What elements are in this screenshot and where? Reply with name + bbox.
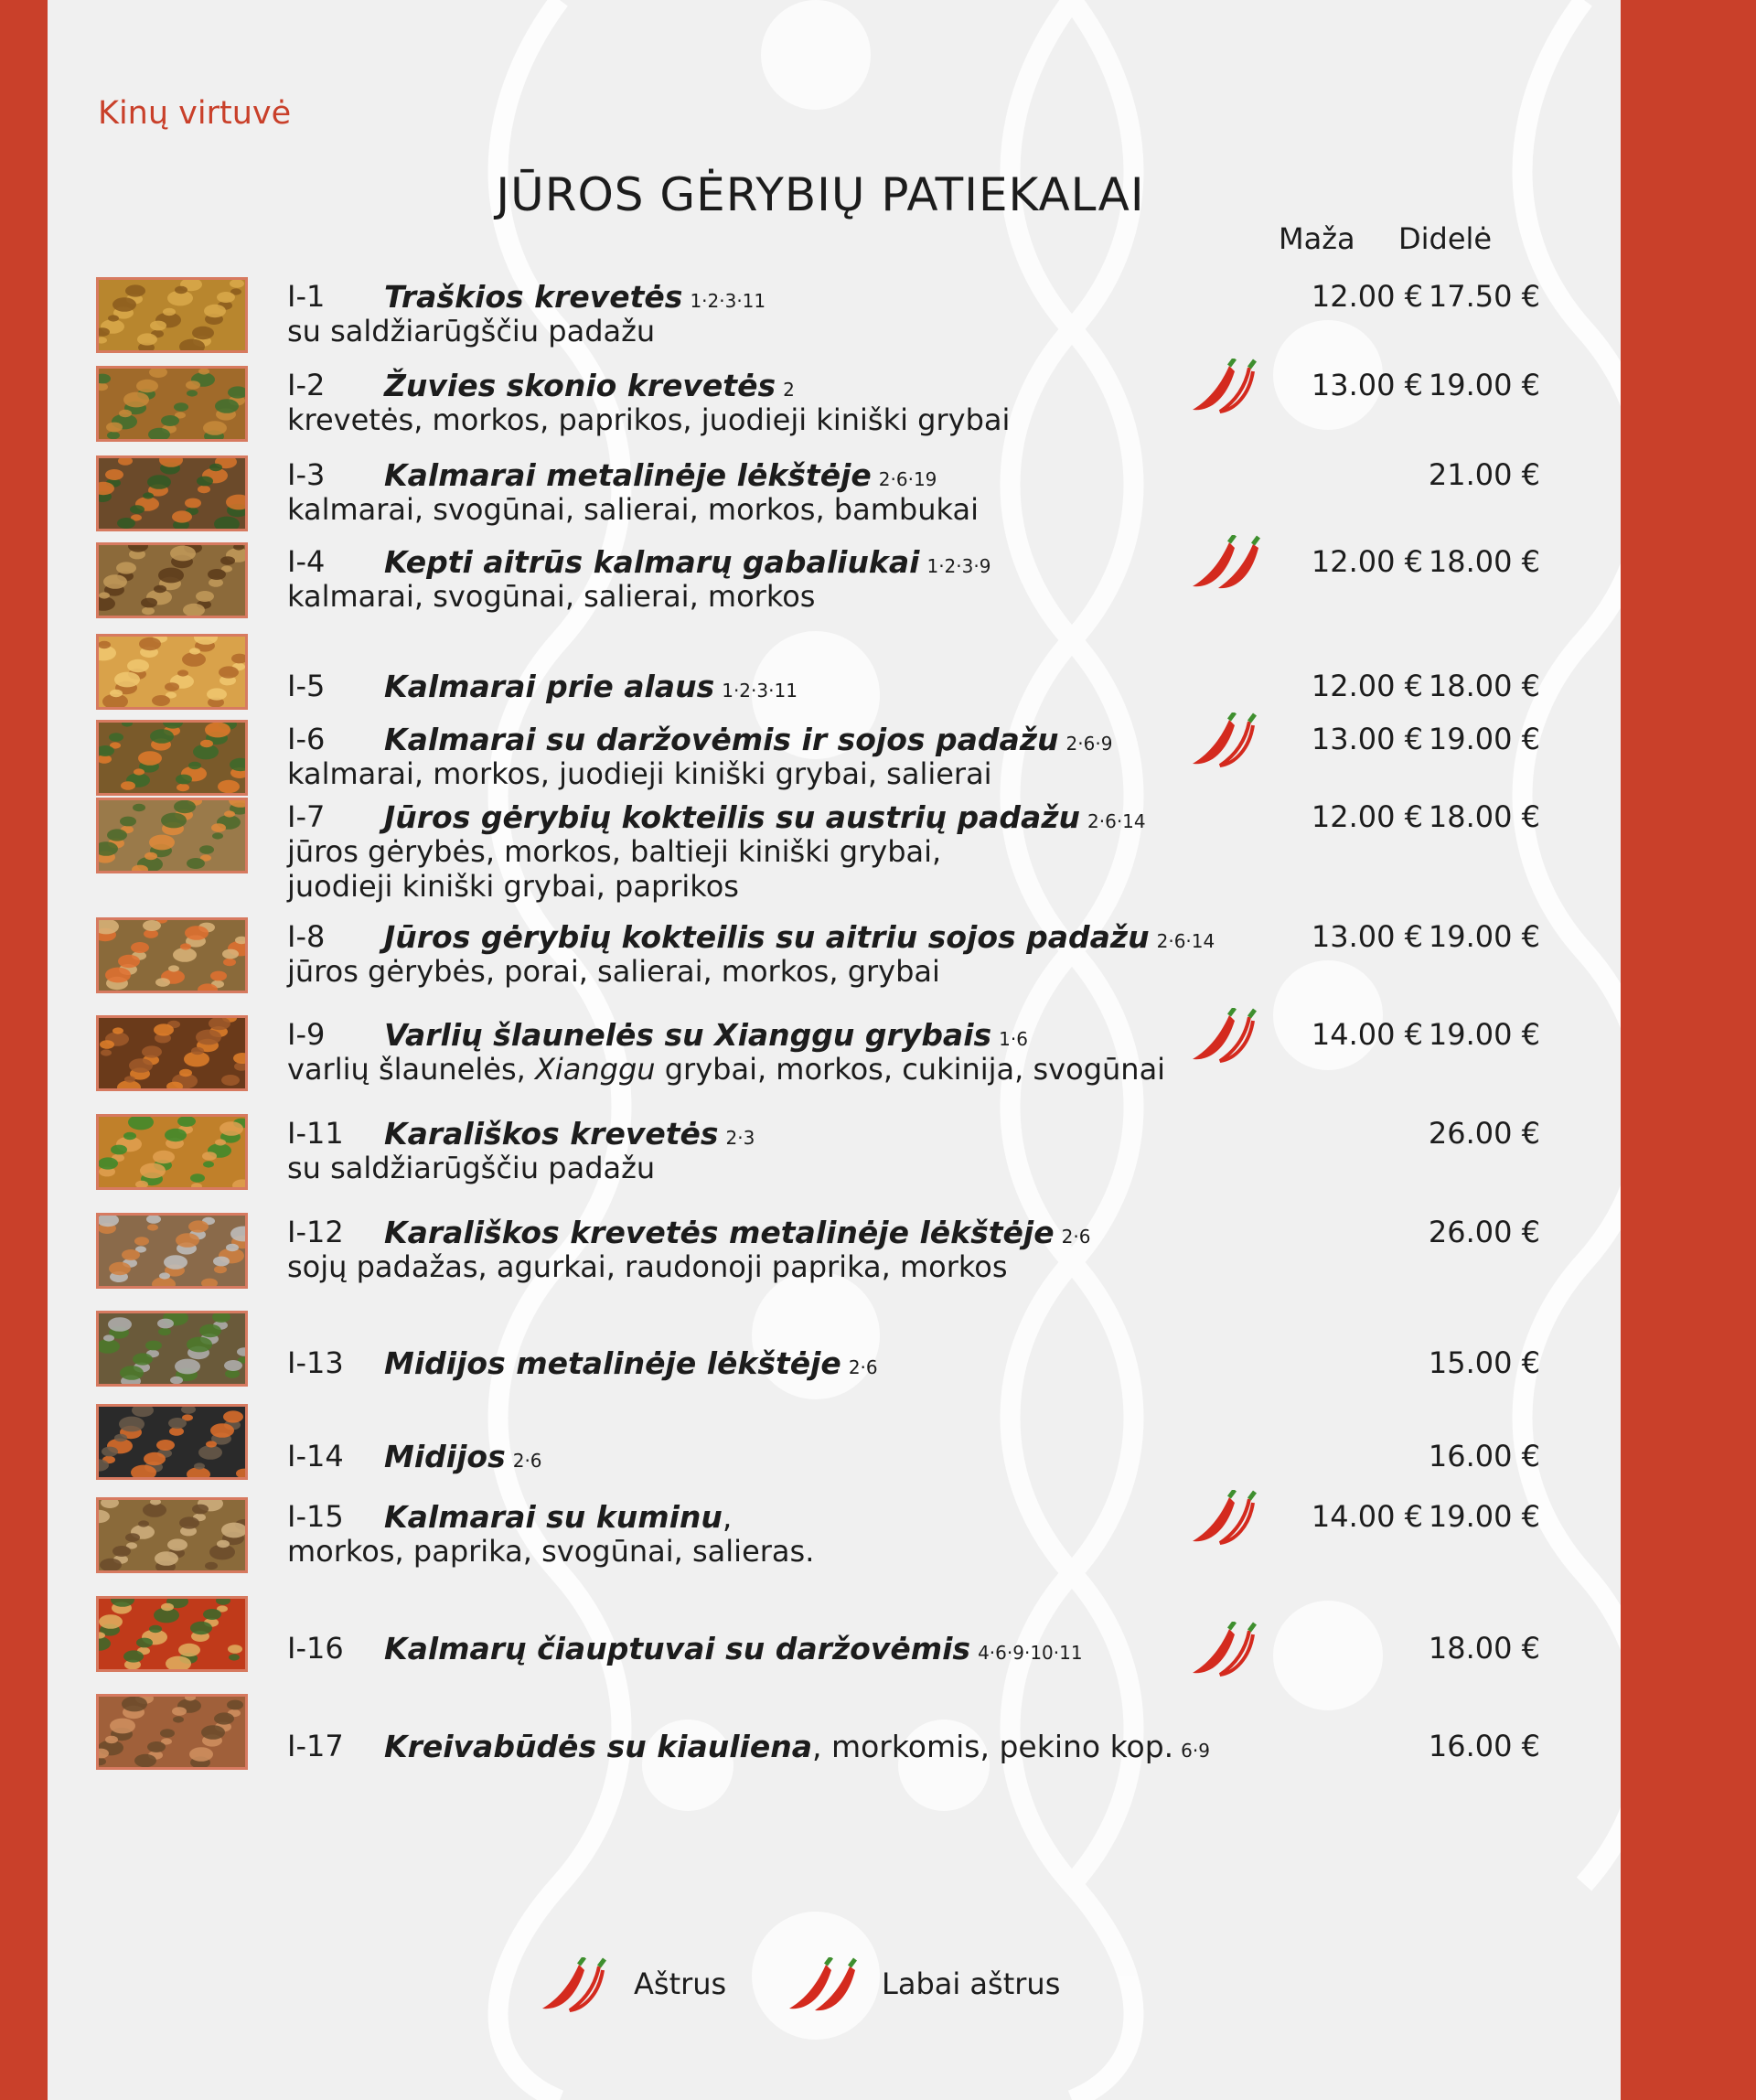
price-large: 18.00 €	[1428, 544, 1540, 579]
dish-photo	[96, 798, 248, 873]
item-allergens: 6·9	[1181, 1740, 1210, 1762]
item-allergens: 2·6·14	[1087, 810, 1146, 832]
item-code: I-13	[287, 1345, 344, 1380]
menu-page	[48, 0, 1621, 2100]
dish-photo	[96, 542, 248, 618]
category-label: Kinų virtuvė	[98, 95, 292, 132]
price-large: 16.00 €	[1428, 1729, 1540, 1763]
legend-very-spicy-label: Labai aštrus	[882, 1966, 1061, 2001]
dish-photo	[96, 277, 248, 353]
item-name	[384, 279, 766, 315]
column-header-small: Maža	[1279, 221, 1355, 256]
item-code: I-12	[287, 1215, 344, 1249]
item-name	[384, 368, 795, 403]
price-large: 16.00 €	[1428, 1439, 1540, 1473]
item-name-text: Karališkos krevetės	[384, 1116, 719, 1152]
item-description: kalmarai, svogūnai, salierai, morkos, bambukai	[287, 492, 979, 527]
dish-photo	[96, 1404, 248, 1480]
price-large: 19.00 €	[1428, 722, 1540, 756]
item-description: jūros gėrybės, morkos, baltieji kiniški grybai,	[287, 834, 942, 869]
spicy-chili-icon	[1189, 1490, 1260, 1552]
item-name-text: Kalmarų čiauptuvai su daržovėmis	[384, 1631, 971, 1666]
item-name-text: Kreivabūdės su kiauliena	[384, 1729, 812, 1764]
item-name	[384, 1116, 755, 1152]
item-code: I-7	[287, 799, 326, 834]
item-name-text: Jūros gėrybių kokteilis su aitriu sojos padažu	[384, 919, 1150, 955]
item-name	[384, 544, 990, 580]
item-description: krevetės, morkos, paprikos, juodieji kiniški grybai	[287, 402, 1011, 437]
item-name-text: Kepti aitrūs kalmarų gabaliukai	[384, 544, 920, 580]
item-name-suffix: , morkomis, pekino kop.	[811, 1729, 1174, 1764]
price-large: 26.00 €	[1428, 1116, 1540, 1151]
item-code: I-5	[287, 669, 326, 703]
item-allergens: 1·2·3·11	[722, 680, 798, 702]
price-large: 19.00 €	[1428, 919, 1540, 954]
dish-photo	[96, 917, 248, 993]
spicy-chili-icon	[1189, 1622, 1260, 1684]
item-description-part: grybai, morkos, cukinija, svogūnai	[655, 1052, 1166, 1087]
item-code: I-9	[287, 1017, 326, 1052]
item-name-text: Midijos metalinėje lėkštėje	[384, 1345, 841, 1381]
dish-photo	[96, 366, 248, 442]
item-code: I-14	[287, 1439, 344, 1473]
price-large: 18.00 €	[1428, 1631, 1540, 1666]
price-large: 18.00 €	[1428, 669, 1540, 703]
item-name-text: Varlių šlaunelės su Xianggu grybais	[384, 1017, 992, 1053]
price-large: 21.00 €	[1428, 457, 1540, 492]
column-header-large: Didelė	[1398, 221, 1493, 256]
price-small: 12.00 €	[1311, 669, 1423, 703]
item-name-text: Žuvies skonio krevetės	[384, 368, 776, 403]
item-name-text: Midijos	[384, 1439, 506, 1474]
price-large: 26.00 €	[1428, 1215, 1540, 1249]
item-name	[384, 1439, 542, 1474]
item-name-text: Kalmarai su daržovėmis ir sojos padažu	[384, 722, 1059, 757]
dish-photo	[96, 634, 248, 710]
item-code: I-2	[287, 368, 326, 402]
price-small: 13.00 €	[1311, 368, 1423, 402]
item-name	[384, 1729, 1210, 1764]
item-description: su saldžiarūgščiu padažu	[287, 1151, 656, 1185]
item-code: I-3	[287, 457, 326, 492]
item-description: kalmarai, svogūnai, salierai, morkos	[287, 579, 816, 614]
spicy-chili-icon	[1189, 1008, 1260, 1070]
price-large: 17.50 €	[1428, 279, 1540, 314]
item-description: sojų padažas, agurkai, raudonoji paprika, morkos	[287, 1249, 1008, 1284]
item-code: I-15	[287, 1499, 344, 1534]
item-name	[384, 1345, 878, 1381]
price-small: 13.00 €	[1311, 722, 1423, 756]
dish-photo	[96, 455, 248, 531]
item-allergens: 2·6·9	[1065, 733, 1113, 755]
price-small: 12.00 €	[1311, 799, 1423, 834]
item-allergens: 1·2·3·9	[926, 555, 991, 577]
item-name-text: Kalmarai su kuminu	[384, 1499, 723, 1535]
very-spicy-chili-icon	[1189, 535, 1260, 597]
item-allergens: 2·6	[1061, 1226, 1091, 1248]
price-large: 15.00 €	[1428, 1345, 1540, 1380]
item-code: I-8	[287, 919, 326, 954]
item-name	[384, 799, 1146, 835]
price-large: 19.00 €	[1428, 368, 1540, 402]
item-name-text: Kalmarai metalinėje lėkštėje	[384, 457, 872, 493]
item-name	[384, 1631, 1083, 1666]
dish-photo	[96, 1213, 248, 1289]
price-large: 19.00 €	[1428, 1499, 1540, 1534]
item-name-text: Traškios krevetės	[384, 279, 683, 315]
price-large: 18.00 €	[1428, 799, 1540, 834]
item-description	[287, 1052, 1165, 1087]
dish-photo	[96, 1497, 248, 1573]
item-name	[384, 457, 937, 493]
dish-photo	[96, 1694, 248, 1770]
item-name-text: Kalmarai prie alaus	[384, 669, 715, 704]
very-spicy-chili-legend-icon	[786, 1957, 857, 2020]
item-allergens: 2·3	[725, 1127, 755, 1149]
item-name	[384, 669, 798, 704]
price-small: 12.00 €	[1311, 279, 1423, 314]
dish-photo	[96, 1015, 248, 1091]
item-code: I-6	[287, 722, 326, 756]
item-code: I-4	[287, 544, 326, 579]
dish-photo	[96, 1311, 248, 1387]
item-allergens: 2	[783, 379, 795, 401]
item-description-line2: juodieji kiniški grybai, paprikos	[287, 869, 739, 904]
item-allergens: 4·6·9·10·11	[978, 1642, 1083, 1664]
item-name	[384, 1215, 1090, 1250]
item-name	[384, 919, 1215, 955]
item-description-italic: Xianggu	[534, 1052, 656, 1087]
price-small: 14.00 €	[1311, 1499, 1423, 1534]
item-description: morkos, paprika, svogūnai, salieras.	[287, 1534, 815, 1569]
spicy-chili-icon	[1189, 359, 1260, 421]
price-small: 12.00 €	[1311, 544, 1423, 579]
item-code: I-17	[287, 1729, 344, 1763]
item-name-text: Karališkos krevetės metalinėje lėkštėje	[384, 1215, 1055, 1250]
dish-photo	[96, 1596, 248, 1672]
item-description: su saldžiarūgščiu padažu	[287, 314, 656, 348]
dish-photo	[96, 1114, 248, 1190]
dish-photo	[96, 720, 248, 796]
item-code: I-16	[287, 1631, 344, 1666]
spicy-chili-icon	[1189, 712, 1260, 775]
item-description: jūros gėrybės, porai, salierai, morkos, grybai	[287, 954, 940, 989]
item-allergens: 2·6·19	[878, 468, 937, 490]
item-description: kalmarai, morkos, juodieji kiniški grybai, salierai	[287, 756, 992, 791]
item-allergens: 1·2·3·11	[690, 290, 766, 312]
mild-chili-legend-icon	[539, 1957, 610, 2020]
item-name	[384, 1499, 732, 1535]
item-name	[384, 722, 1112, 757]
item-allergens: 2·6·14	[1156, 930, 1215, 952]
item-allergens: 1·6	[999, 1028, 1028, 1050]
price-small: 13.00 €	[1311, 919, 1423, 954]
item-code: I-11	[287, 1116, 344, 1151]
item-name-text: Jūros gėrybių kokteilis su austrių padažu	[384, 799, 1081, 835]
item-name	[384, 1017, 1028, 1053]
page-title: JŪROS GĖRYBIŲ PATIEKALAI	[496, 168, 1145, 221]
item-code: I-1	[287, 279, 326, 314]
price-small: 14.00 €	[1311, 1017, 1423, 1052]
item-name-suffix: ,	[722, 1499, 733, 1535]
legend-spicy-label: Aštrus	[634, 1966, 727, 2001]
item-description-part: varlių šlaunelės,	[287, 1052, 535, 1087]
price-large: 19.00 €	[1428, 1017, 1540, 1052]
item-allergens: 2·6	[512, 1450, 542, 1472]
item-allergens: 2·6	[848, 1356, 878, 1378]
